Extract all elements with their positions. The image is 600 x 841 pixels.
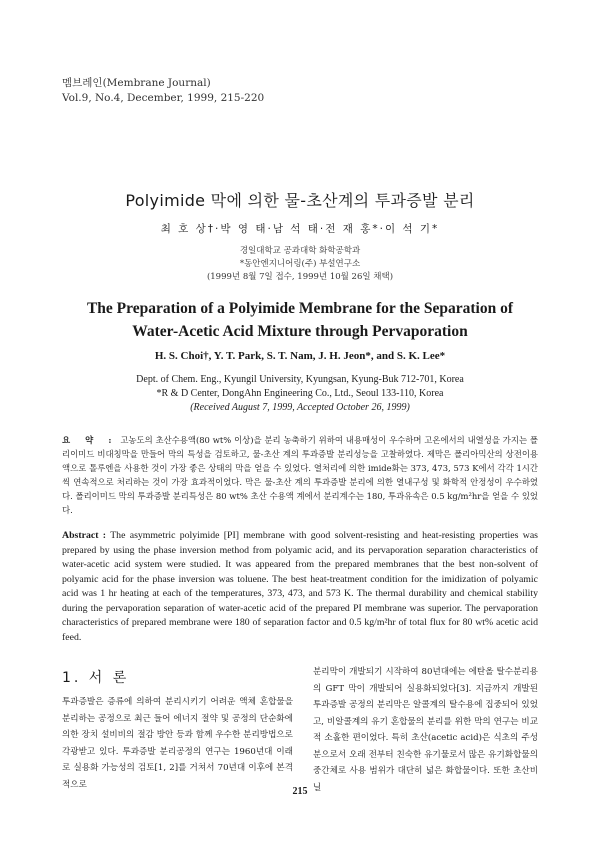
english-affiliation-line2: *R & D Center, DongAhn Engineering Co., Ltd., Seoul 133-110, Korea <box>156 388 444 399</box>
english-affiliation-line1: Dept. of Chem. Eng., Kyungil University, Kyungsan, Kyung-Buk 712-701, Korea <box>136 374 464 385</box>
english-title-line1: The Preparation of a Polyimide Membrane for the Separation of <box>86 300 514 317</box>
english-received-date: (Received August 7, 1999, Accepted October 26, 1999) <box>190 402 410 413</box>
english-abstract-text: The asymmetric polyimide [PI] membrane with good solvent-resisting and heat-resisting properties was prepared by using the phase inversion method from polyamic acid, and its pervaporation separation characteristics of water-acetic acid system were studied. It was appeared from the prepared membranes that the best non-solvent of polyamic acid for the phase inversion was toluene. The best heat-treatment condition for the imidization of polyamic acid was 1 hr heating at each of the temperatures, 373, 473, and 573 K. The thermal durability and chemical stability during the pervaporation separation of water-acetic acid of the prepared PI membrane was superior. The pervaporation characteristics of prepared membrane were 180 of separation factor and 0.5 kg/m²hr of total flux for 80 wt% acetic acid feed. <box>62 530 538 643</box>
body-left-column: 투과증발은 증류에 의하여 분리시키기 어려운 액체 혼합물을 분리하는 공정으로 최근 들어 에너지 절약 및 공정의 단순화에 의한 장치 설비비의 절감 방안 등과 함께 우수한 분리방법으로 각광받고 있다. 투과증발 분리공정의 연구는 1960년대 이래로 실용화 가능성의 검토[1, 2]를 거쳐서 70년대 이후에 본격적으로 <box>62 697 293 790</box>
page-number: 215 <box>292 786 308 797</box>
english-authors: H. S. Choi†, Y. T. Park, S. T. Nam, J. H. Jeon*, and S. K. Lee* <box>154 350 446 362</box>
korean-abstract-label: 요 약 : <box>62 435 118 445</box>
english-title-line2: Water-Acetic Acid Mixture through Pervaporation <box>132 323 468 340</box>
english-title <box>0 297 600 343</box>
journal-name: 멤브레인(Membrane Journal) <box>62 77 211 89</box>
section-heading-introduction: 1. 서 론 <box>62 670 130 686</box>
body-right-column: 분리막이 개발되기 시작하여 80년대에는 에탄올 탈수분리용의 GFT 막이 개발되어 실용화되었다[3]. 지금까지 개발된 투과증발 공정의 분리막은 알콜계의 탈수용에 집중되어 있었고, 비알콜계의 유기 혼합물의 분리를 위한 막의 연구는 비교적 소홀한 편이었다. 특히 초산(acetic acid)은 식초의 주성분으로서 오래 전부터 친숙한 유기물로서 많은 유기화합물의 중간체로 사용 범위가 대단히 넓은 화합물이다. 또한 초산비닐 <box>313 667 538 793</box>
journal-volume-info: Vol.9, No.4, December, 1999, 215-220 <box>62 92 265 104</box>
korean-abstract <box>62 433 538 517</box>
korean-abstract-text: 고농도의 초산수용액(80 wt% 이상)을 분리 농축하기 위하여 내용매성이 우수하며 고온에서의 내열성을 가지는 폴리이미드 비대칭막을 만들어 막의 특성을 검토하고, 물-초산 계의 투과증발 분리성능을 고찰하였다. 제막은 폴리아믹산의 상전이용액으로 톨루엔을 사용한 것이 가장 좋은 상태의 막을 얻을 수 있었다. 열처리에 의한 imide화는 373, 473, 573 K에서 각각 1시간씩 연속적으로 처리하는 것이 가장 효과적이었다. 막은 물-초산 계의 투과증발 분리에 의한 열내구성 및 화학적 안정성이 우수하였다. 폴리이미드 막의 투과증발 분리특성은 80 wt% 초산 수용액 계에서 분리계수는 180, 투과유속은 0.5 kg/m²hr을 얻을 수 있었다. <box>62 435 538 515</box>
korean-title: Polyimide 막에 의한 물-초산계의 투과증발 분리 <box>125 191 475 210</box>
korean-affiliation-line2: *동안엔지니어링(주) 부설연구소 <box>239 259 361 269</box>
english-affiliation <box>0 373 600 415</box>
korean-received-date: (1999년 8월 7일 접수, 1999년 10월 26일 채택) <box>206 272 394 282</box>
korean-authors: 최 호 상†·박 영 태·남 석 태·전 재 홍*·이 석 기* <box>160 223 440 235</box>
english-abstract <box>62 529 538 645</box>
korean-affiliation-line1: 경일대학교 공과대학 화학공학과 <box>239 246 361 256</box>
journal-header <box>62 76 264 106</box>
korean-affiliation <box>0 245 600 284</box>
english-abstract-label: Abstract : <box>62 530 107 541</box>
